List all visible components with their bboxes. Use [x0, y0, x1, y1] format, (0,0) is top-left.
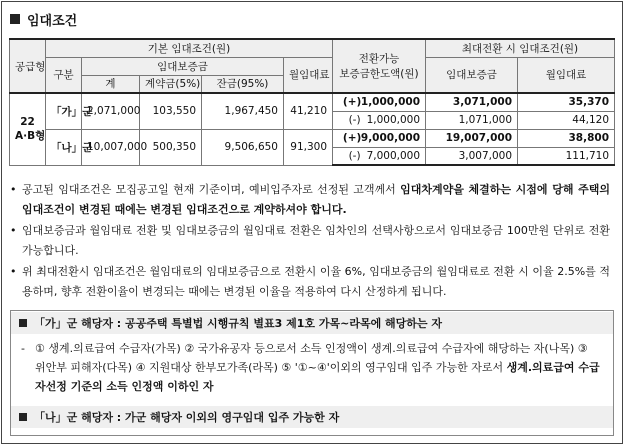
max-deposit: 3,071,000: [426, 93, 518, 111]
deposit-contract: 103,550: [140, 93, 202, 129]
max-deposit: 19,007,000: [426, 129, 518, 147]
eligibility-ga-detail-emphasis: 생계.의료급여 수급자선정 기준의 소득 인정액 이하인 자: [35, 361, 600, 393]
eligibility-ga-detail-plain: ① 생계.의료급여 수급자(가목) ② 국가유공자 등으로서 소득 인정액이 생계.의료급여 수급자에 해당하는 자(나목) ③ 위안부 피해자(다목) ④ 지원대상 한부모가족(라목) ⑤ '①~④'이외의 영구임대 입주 가능한 자로서: [35, 342, 588, 374]
conversion-sign: (-): [348, 114, 361, 126]
max-monthly: 35,370: [518, 93, 615, 111]
header-deposit: 임대보증금: [82, 57, 284, 75]
header-conversion-limit-line2: 보증금한도액(원): [339, 68, 419, 80]
section-title: [10, 9, 77, 29]
section-title-text: 임대조건: [27, 13, 78, 29]
bullet-icon: •: [10, 183, 17, 196]
note-item: [10, 262, 610, 302]
note-item: [10, 180, 610, 220]
max-monthly: 44,120: [518, 111, 615, 129]
header-monthly-rent: 월임대료: [284, 57, 333, 93]
conversion-sign: (+): [342, 96, 362, 109]
bullet-icon: •: [10, 265, 17, 278]
header-row-2: [10, 57, 615, 75]
note-item: [10, 221, 610, 261]
notes-list: [10, 180, 610, 303]
header-max-deposit: 임대보증금: [426, 57, 518, 93]
max-deposit: 3,007,000: [426, 147, 518, 165]
header-balance: 잔금(95%): [202, 75, 284, 93]
conversion-amount: [333, 93, 426, 111]
conversion-value: 1,000,000: [366, 114, 421, 126]
note-2-text: 임대보증금과 월임대료 전환 및 임대보증금의 월임대료 전환은 임차인의 선택사항으로서 임대보증금 100만원 단위로 전환 가능합니다.: [22, 224, 610, 257]
deposit-balance: 1,967,450: [202, 93, 284, 129]
header-division: 구분: [46, 57, 82, 93]
square-bullet-icon: [10, 14, 20, 24]
conversion-amount: [333, 147, 426, 165]
eligibility-box: [10, 310, 614, 436]
table-row: [10, 129, 615, 147]
header-row-1: [10, 39, 615, 57]
eligibility-na-heading-text: 「나」군 해당자 : 가군 해당자 이외의 영구임대 입주 가능한 자: [34, 411, 340, 424]
square-bullet-icon: [19, 413, 27, 421]
note-3-text: 위 최대전환시 임대조건은 월임대료의 임대보증금으로 전환시 이율 6%, 임대보증금의 월임대료로 전환 시 이율 2.5%를 적용하며, 향후 전환이율이 변경되는 때에는 변경된 이율을 적용하여 다시 산정하게 됩니다.: [22, 265, 610, 298]
group-ga: 「가」군: [46, 93, 82, 129]
square-bullet-icon: [19, 319, 27, 327]
group-na: 「나」군: [46, 129, 82, 165]
note-1-emphasis: 임대차계약을 체결하는 시점에 당해 주택의 임대조건이 변경된 때에는 변경된 임대조건으로 계약하셔야 합니다.: [22, 183, 610, 216]
deposit-contract: 500,350: [140, 129, 202, 165]
conversion-value: 1,000,000: [360, 96, 421, 109]
header-conversion-limit: [333, 39, 426, 93]
header-contract: 계약금(5%): [140, 75, 202, 93]
note-text: [22, 180, 610, 220]
conversion-sign: (+): [342, 132, 362, 144]
max-monthly: 111,710: [518, 147, 615, 165]
conversion-sign: (-): [348, 149, 361, 162]
eligibility-ga-detail-text: [35, 339, 601, 396]
header-supply-type: 공급형: [10, 39, 46, 93]
monthly-rent: 41,210: [284, 93, 333, 129]
deposit-balance: 9,506,650: [202, 129, 284, 165]
eligibility-na-heading: [11, 406, 613, 428]
supply-type-size: 22: [20, 115, 35, 128]
header-conversion-limit-line1: 전환가능: [358, 53, 400, 65]
eligibility-ga-heading-text: 「가」군 해당자 : 공공주택 특별법 시행규칙 별표3 제1호 가목~라목에 해당하는 자: [34, 317, 442, 330]
supply-type-kind: A·B형: [15, 129, 46, 142]
header-basic-conditions: 기본 임대조건(원): [46, 39, 333, 57]
conversion-value: 9,000,000: [360, 132, 421, 144]
header-total: 계: [82, 75, 140, 93]
conversion-value: 7,000,000: [366, 149, 421, 162]
monthly-rent: 91,300: [284, 129, 333, 165]
max-monthly: 38,800: [518, 129, 615, 147]
deposit-total: 2,071,000: [82, 93, 140, 129]
dash-marker: -: [21, 342, 25, 355]
header-max-conversion: 최대전환 시 임대조건(원): [426, 39, 615, 57]
eligibility-ga-heading: [11, 312, 613, 334]
supply-type-cell: [10, 93, 46, 165]
table-row: [10, 93, 615, 111]
max-deposit: 1,071,000: [426, 111, 518, 129]
conversion-amount: [333, 111, 426, 129]
bullet-icon: •: [10, 224, 17, 237]
note-1-text: 공고된 임대조건은 모집공고일 현재 기준이며, 예비입주자로 선정된 고객께서: [22, 183, 401, 196]
eligibility-ga-detail: [21, 339, 601, 396]
header-max-monthly: 월임대료: [518, 57, 615, 93]
conversion-amount: [333, 129, 426, 147]
rent-conditions-table: [9, 38, 615, 166]
deposit-total: 10,007,000: [82, 129, 140, 165]
